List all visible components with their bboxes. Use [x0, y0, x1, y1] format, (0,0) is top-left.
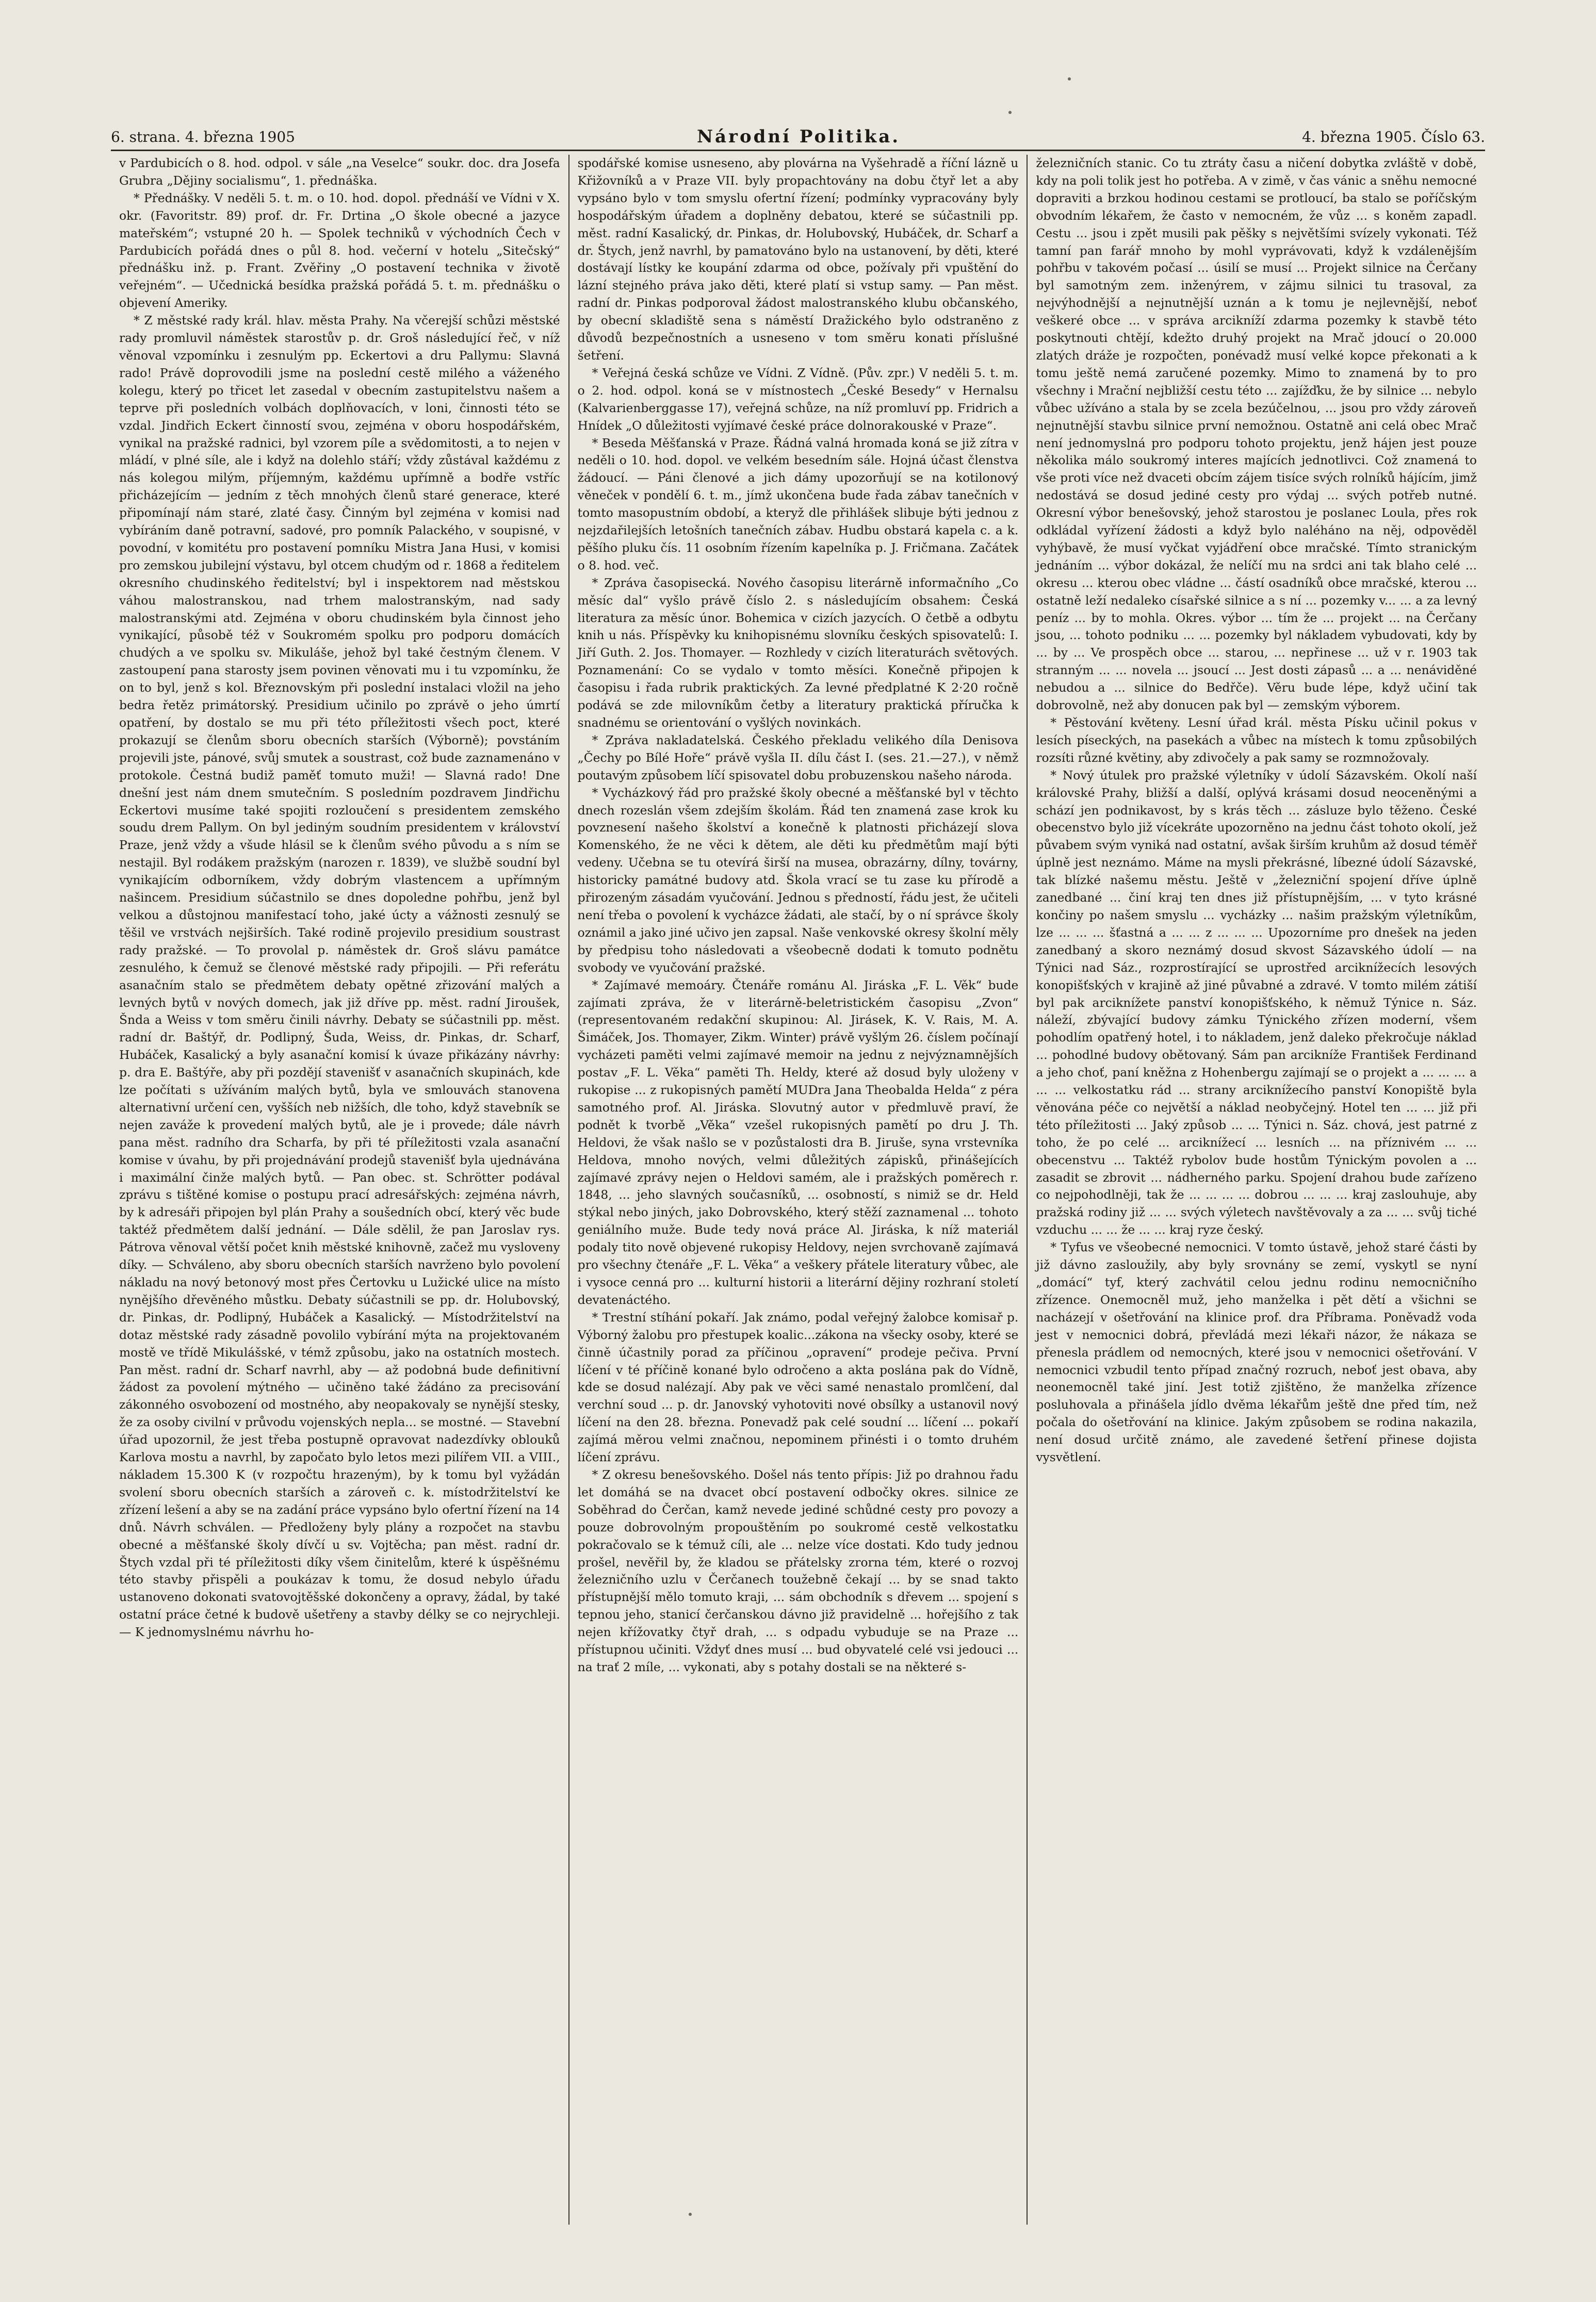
column-2 — [568, 155, 1027, 2225]
print-speck — [1008, 111, 1012, 114]
page-header — [111, 121, 1485, 152]
print-speck — [689, 2213, 692, 2216]
article-paragraph: * Beseda Měšťanská v Praze. Řádná valná hromada koná se již zítra v neděli o 10. hod. dopol. ve velkém besedním sále. Hojná účast členstva žádoucí. — Páni členové a jich dámy upozorňují se na kotilonový věneček v pondělí 6. t. m., jímž ukončena bude řada zábav tanečních v tomto masopustním období, a kteryž dle přihlášek slibuje býti jednou z nejzdařilejších letošních tanečních zábav. Hudbu obstará kapela c. a k. pěšího pluku čís. 11 osobním řízením kapelníka p. J. Fričmana. Začátek o 8. hod. več. — [577, 435, 1019, 573]
print-speck — [1068, 77, 1071, 80]
article-paragraph: * Veřejná česká schůze ve Vídni. Z Vídně. (Pův. zpr.) V neděli 5. t. m. o 2. hod. odpol. koná se v místnostech „České Besedy“ v Hernalsu (Kalvarienberggasse 17), veřejná schůze, na níž promluví pp. Fridrich a Hnídek „O důležitosti vyjímavé české práce dolnorakouské v Praze“. — [577, 365, 1019, 433]
article-paragraph: * Trestní stíhání pokaří. Jak známo, podal veřejný žalobce komisař p. Výborný žalobu pro přestupek koalic...zákona na všecky osoby, které se činně účastnily porad za příčinou „opravení“ prodeje pečiva. První líčení v té příčině konané bylo odročeno a akta poslána pak do Vídně, kde se dosud nalézají. Aby pak ve věci samé nenastalo promlčení, dal verchní soud ... p. dr. Janovský vyhotoviti nové obsílky a ustanovil nový líčení na den 28. března. Ponevadž pak celé soudní ... líčení ... pokaří zajímá měrou velmi značnou, nepominem přinésti i o tomto druhém líčení zprávu. — [577, 1310, 1019, 1465]
masthead-title: Národní Politika. — [696, 126, 901, 147]
article-paragraph: * Pěstování květeny. Lesní úřad král. města Písku učinil pokus v lesích píseckých, na pasekách a vůbec na místech k tomu způsobilých rozsíti různé květiny, aby zdivočely a pak samy se rozmnožovaly. — [1036, 715, 1477, 765]
article-paragraph: * Zajímavé memoáry. Čtenáře románu Al. Jiráska „F. L. Věk“ bude zajímati zpráva, že v literárně-beletristickém časopisu „Zvon“ (representovaném redakční skupinou: Al. Jirásek, K. V. Rais, M. A. Šimáček, Jos. Thomayer, Zikm. Winter) právě vyšlým 26. číslem počínají vycházeti paměti velmi zajímavé memoir na jednu z nejvýznamnějších postav „F. L. Věka“ paměti Th. Heldy, které až dosud byly uloženy v rukopise ... z rukopisných pamětí MUDra Jana Theobalda Helda“ z péra samotného prof. Al. Jiráska. Slovutný autor v předmluvě praví, že podnět k tvorbě „Věka“ vzešel rukopisných pamětí po dru J. Th. Heldovi, že však našlo se v pozůstalosti dra B. Jiruše, syna vrstevníka Heldova, mnoho nových, velmi důležitých zápisků, přinášejících zajímavé zprávy nejen o Heldovi samém, ale i pražských poměrech r. 1848, ... jeho slavných současníků, ... osobností, s nimiž se dr. Held stýkal nebo jiných, jako Dobrovského, který stěží zaznamenal ... tohoto geniálního muže. Bude tedy nová práce Al. Jiráska, k níž materiál podaly tito nově objevené rukopisy Heldovy, nejen svrchovaně zajímavá pro všechny čtenáře „F. L. Věka“ a veškery přátele literatury vůbec, ale i vysoce cenná pro ... kulturní historii a literární dějiny rozhraní století devatenáctého. — [577, 977, 1019, 1307]
article-paragraph: spodářské komise usneseno, aby plovárna na Vyšehradě a říční lázně u Křižovníků a v Praze VII. byly propachtovány na dobu čtyř let a aby vypsáno bylo v tom smyslu ofertní řízení; podmínky vypracovány byly hospodářským úřadem a doplněny debatou, které se súčastnili pp. měst. radní Kasalický, dr. Pinkas, dr. Holubovský, Hubáček, dr. Scharf a dr. Štych, jenž navrhl, by pamatováno bylo na ustanovení, by děti, které dostávají lístky ke koupání zdarma od obce, požívaly při vpuštění do lázní stejného práva jako děti, které platí si vstup samy. — Pan měst. radní dr. Pinkas podporoval žádost malostranského klubu občanského, by obecní skladiště sena s náměstí Dražického bylo odstraněno z důvodů bezpečnostních a usneseno v tom směru konati příslušné šetření. — [577, 156, 1019, 363]
article-paragraph: * Z okresu benešovského. Došel nás tento přípis: Již po drahnou řadu let domáhá se na dvacet obcí postavení odbočky okres. silnice ze Soběhrad do Čerčan, kamž nevede jediné schůdné cesty pro povozy a pouze dobrovolným propouštěním po soukromé cestě velkostatku pokračovalo se k témuž cíli, ale ... nelze více dostati. Kdo tudy jednou prošel, nevěřil by, že kladou se přátelsky zrorna tém, které o rozvoj železničního uzlu v Čerčanech toužebně čekají ... by se snad takto přístupnější mělo tomuto kraji, ... sám obchodník s dřevem ... spojení s tepnou jeho, stanicí čerčanskou dávno již pravidelně ... hořejšího z tak nejen křížovatky čtyř drah, ... s odpadu vybuduje se na Praze ... přístupnou učiniti. Vždyť dnes musí ... bud obyvatelé celé vsi jedouci ... na trať 2 míle, ... vykonati, aby s potahy dostali se na některé s- — [577, 1467, 1019, 1674]
header-rule — [111, 150, 1485, 151]
article-paragraph: * Z městské rady král. hlav. města Prahy. Na včerejší schůzi městské rady promluvil náměstek starostův p. dr. Groš následující řeč, v níž věnoval vzpomínku i zesnulým pp. Eckertovi a dru Pallymu: Slavná rado! Právě doprovodili jsme na poslední cestě milého a váženého kolegu, který po třicet let zasedal v obecním zastupitelstvu našem a teprve při posledních volbách doplňovacích, v loni, činnosti této se vzdal. Jindřich Eckert činností svou, zejména v oboru hospodářském, vynikal na pražské radnici, byl vzorem píle a svědomitosti, a to nejen v mládí, v plné síle, ale i když na dolehlo stáří; vždy zůstával každému z nás kolegou milým, příjemným, každému upřímně a bodře vstříc přicházejícím — jedním z těch mnohých členů staré generace, které připomínají nám staré, zlaté časy. Činným byl zejména v komisi nad vybíráním daně potravní, sadové, pro pomník Palackého, v soupisné, v povodní, v komitétu pro postavení pomníku Mistra Jana Husi, v komisi pro zemskou jubilejní výstavu, byl otcem chudým od r. 1868 a ředitelem okresního chudinského ředitelství; byl i inspektorem nad městskou váhou malostranskou, nad trhem malostranským, nad sady malostranskými atd. Zejména v oboru chudinském byla činnost jeho vynikající, působě též v Soukromém spolku pro podporu domácích chudých a ve spolku sv. Mikuláše, jehož byl také čestným členem. V zastoupení pana starosty jsem povinen věnovati mu i tu vzpomínku, že on to byl, jenž s kol. Březnovským při poslední instalaci vložil na jeho bedra řetěz primátorský. Presidium učinilo po zprávě o jeho úmrtí opatření, by dostalo se mu při této příležitosti všech poct, které prokazují se členům sboru obecních starších (Výborně); povstáním projevili jste, pánové, svůj smutek a soustrast, což bude zaznamenáno v protokole. Čestná budiž paměť tomuto muži! — Slavná rado! Dne dnešní jest nám dnem smutečním. S posledním pozdravem Jindřichu Eckertovi musíme také spojiti rozloučení s presidentem zemského soudu drem Pallym. On byl jediným soudním presidentem v království Praze, jenž vždy a všude hlásil se k členům svého původu a s ním se nestajil. Byl rodákem pražským (narozen r. 1839), ve službě soudní byl vynikajícím odborníkem, vždy dobrým vlastencem a upřímným našincem. Presidium súčastnilo se dnes dopoledne pohřbu, jenž byl velkou a důstojnou manifestací toho, jaké úcty a vážnosti zesnulý se těšil ve vrstvách nejširších. Také rodině projevilo presidium soustrast rady pražské. — To provolal p. náměstek dr. Groš slávu památce zesnulého, k čemuž se členové městské rady připojili. — Při referátu asanačním stalo se předmětem debaty opětné zřizování malých a levných bytů v nových domech, jak již dříve pp. měst. radní Jiroušek, Šnda a Weiss v tom směru činili návrhy. Debaty se súčastnili pp. měst. radní dr. Baštýř, dr. Podlipný, Šuda, Weiss, dr. Pinkas, dr. Scharf, Hubáček, Kasalický a byly asanační komisí k úvaze přikázány návrhy: p. dra E. Baštýře, aby při pozdějí stavenišť v asanačních skupinách, kde lze počítati s užíváním malých bytů, byla ve smlouvách stanovena alternativní určení cen, vyšších neb nižších, dle toho, když stavebník se nejen zaváže k provedení malých bytů, ale je i provede; dále návrh pana měst. radního dra Scharfa, by při té příležitosti vzala asanační komise v úvahu, by při projednávání prodejů stavenišť byla ujednávána i maximální činže malých bytů. — Pan obec. st. Schrötter podával zprávu s tištěné komise o postupu prací adresářských: zejména návrh, by k adresáři připojen byl plán Prahy a soušedních obcí, který věc bude taktéž předmětem další jednání. — Dále sdělil, že pan Jaroslav rys. Pátrova věnoval větší počet knih městské knihovně, začež mu vysloveny díky. — Schváleno, aby sboru obecních starších navrženo bylo povolení nákladu na nový betonový most přes Čertovku u Lužické ulice na místo nynějšího dřevěného můstku. Debaty súčastnili se pp. dr. Holubovský, dr. Pinkas, dr. Podlipný, Hubáček a Kasalický. — Místodržitelství na dotaz městské rady zásadně povolilo vybírání mýta na projektovaném mostě ve třídě Mikulášské, v témž způsobu, jako na ostatních mostech. Pan měst. radní dr. Scharf navrhl, aby — až podobná bude definitivní žádost za povolení mýtného — učiněno také žádáno za precisování zákonného osvobození od mostného, aby neopakovaly se nynější stesky, že za osoby civilní v průvodu vojenských nepla... se mostné. — Stavební úřad upozornil, že jest třeba postupně opravovat nadezdívky oblouků Karlova mostu a navrhl, by započato bylo letos mezi pilířem VII. a VIII., nákladem 15.300 K (v rozpočtu hrazeným), by k tomu byl vyžádán svolení sboru obecních starších a zároveň c. k. místodržitelství ke zřízení lešení a aby se na zadání práce vypsáno bylo ofertní řízení na 14 dnů. Návrh schválen. — Předloženy byly plány a rozpočet na stavbu obecné a měšťanské školy dívčí u sv. Vojtěcha; pan měst. radní dr. Štych vzdal při té příležitosti díky všem činitelům, které k úspěšnému této stavby přispěli a poukázav k tomu, že dosud nebylo úřadu ustanoveno dokonati svatovojtěšské dokončeny a opravy, žádal, by také ostatní práce četné k budově ušetřeny a stavby délky se co nejrychleji. — K jednomyslnému návrhu ho- — [119, 313, 560, 1640]
column-3 — [1027, 155, 1485, 2225]
article-paragraph: * Nový útulek pro pražské výletníky v údolí Sázavském. Okolí naší královské Prahy, bližší a další, oplývá krásami dosud neoceněnými a schází jen podnikavost, by s krás těch ... zásluze bylo těženo. České obecenstvo bylo již vícekráte upozorněno na jednu část tohoto okolí, jež půvabem svým vyniká nad ostatní, avšak širším kruhům až dosud téměř úplně jest neznámo. Máme na mysli překrásné, líbezné údolí Sázavské, tak blízké našemu městu. Ještě v „železniční spojení dříve úplně zanedbané ... činí kraj ten dnes již přístupnějším, ... v tyto krásné končiny po našem smyslu ... vycházky ... našim pražským výletníkům, lze ... ... ... šťastná a ... ... z ... ... ... Upozorníme pro dnešek na jeden zanedbaný a skoro neznámý dosud skvost Sázavského údolí — na Týnici nad Sáz., rozprostírající se uprostřed arciknížecích lesových konopišťských v krajině až jiné půvabné a zdravé. V tomto milém zátiší byl pak arciknížete panství konopišťského, k němuž Týnice n. Sáz. náleží, zbývající budovy zámku Týnického zřízen moderní, všem pohodlím opatřený hotel, i to nákladem, jenž daleko překročuje náklad ... pohodlné budovy obětovaný. Sám pan arcikníže František Ferdinand a jeho choť, paní kněžna z Hohenbergu zajímají se o projekt a ... ... ... a ... ... velkostatku rád ... strany arciknížecího panství Konopiště byla věnována péče co největší a náklad neobyčejný. Hotel ten ... ... již při této příležitosti ... Jaký způsob ... ... Týnici n. Sáz. chová, jest patrné z toho, že po celé ... arciknížecí ... lesních ... na příznivém ... ... obecenstvu ... Taktéž rybolov bude hostům Týnickým povolen a ... zasadit se zbrovit ... nádherného parku. Spojení drahou bude zařízeno co nejpohodlněji, tak že ... ... ... ... dobrou ... ... ... kraj zaslouhuje, aby pražská rodiny již ... ... svých výletech navštěvovaly a za ... ... svůj tiché vzduchu ... ... že ... ... kraj ryze český. — [1036, 768, 1477, 1237]
header-right: 4. března 1905. Číslo 63. — [1302, 128, 1485, 145]
article-paragraph: * Zpráva časopisecká. Nového časopisu literárně informačního „Co měsíc dal“ vyšlo právě číslo 2. s následujícím obsahem: Česká literatura za měsíc únor. Bohemica v cizích jazycích. O četbě a odbytu knih u nás. Příspěvky ku knihopisnému slovníku českých spisovatelů: I. Jiří Guth. 2. Jos. Thomayer. — Rozhledy v cizích literaturách světových. Poznamenání: Co se vydalo v tomto měsíci. Konečně připojen k časopisu i řada rubrik praktických. Za levné předplatné K 2·20 ročně podává se zde milovníkům četby a literatury praktická příručka k snadnému se orientování o vyšlých novinkách. — [577, 575, 1019, 730]
article-paragraph: železničních stanic. Co tu ztráty času a ničení dobytka zvláště v době, kdy na poli tolik jest ho potřeba. A v zimě, v čas vánic a sněhu nemocné dopraviti a brzkou hodinou cestami se protloucí, ba stalo se poříčským obvodním lékařem, že často v nemocném, že vůz ... s koněm zapadl. Cestu ... jsou i zpět musili pak pěšky s největšími svízely vykonati. Též tamní pan farář mnoho by mohl vyprávovati, když k vzdálenějším pohřbu v takovém počasí ... úsilí se musí ... Projekt silnice na Čerčany byl samotným zem. inženýrem, v zájmu silnici tu trasoval, za nejvýhodnější a nejnutnější uznán a k tomu je nejlevnější, neboť veškeré obce ... v správa arcikníží zdarma pozemky k stavbě této poskytnouti chtějí, kdežto druhý projekt na Mrač jdoucí o 20.000 zlatých dráže je rozpočten, ponévadž musí velké kopce překonati a k tomu ještě nemá zaručené pozemky. Mimo to znamená by to pro všechny i Mrační nejbližší cestu této ... zajížďku, že by silnice ... nebylo vůbec užíváno a stala by se zcela bezúčelnou, ... jsou pro vždy zároveň nejnutnější stavbu silnice první nemožnou. Ostatně ani celá obec Mrač není jednomyslná pro podporu tohoto projektu, jenž hájen jest pouze několika málo soukromý interes majících jednotlivci. Což znamená to vše proti více než dvaceti obcím zájem tisíce svých rolníků hájícím, jimž nedostává se dosud jediné cesty pro výdaj ... svých potřeb nutné. Okresní výbor benešovský, jehož starostou je poslanec Loula, přes rok odkládal vyřízení žádosti a když bylo naléháno na něj, odpověděl vyhýbavě, že musí vyčkat vyjádření obce mračské. Tímto stranickým jednáním ... výbor dokázal, že nelíčí mu na srdci ani tak blaho celé ... okresu ... kterou obec vládne ... částí osadníků obce mračské, kterou ... ostatně leží nedaleko císařské silnice a s ní ... pozemky v... ... a za levný peníz ... by to mohla. Okres. výbor ... tím že ... projekt ... na Čerčany jsou, ... tohoto podniku ... ... pozemky byl nákladem vybudovati, kdy by ... by ... Ve prospěch obce ... starou, ... nepřinese ... už v r. 1903 tak stranným ... ... novela ... jsoucí ... Jest dosti zápasů ... a ... nenáviděné nebudou a ... silnice do Bedřče). Věru bude lépe, když učiní tak dobrovolně, než aby donucen pak byl — zemským výborem. — [1036, 156, 1477, 713]
article-columns — [111, 155, 1485, 2225]
article-paragraph: * Tyfus ve všeobecné nemocnici. V tomto ústavě, jehož staré části by již dávno zasloužily, aby byly srovnány se zemí, vyskytl se nyní „domácí“ tyf, který zachvátil celou jednu rodinu nemocničního zřízence. Onemocněl muž, jeho manželka i pět dětí a všichni se nacházejí v ošetřování na klinice prof. dra Příbrama. Poněvadž voda jest v nemocnici dobrá, převládá mezi lékaři názor, že nákaza se přenesla prádlem od nemocných, které jsou v nemocnici ošetřování. V nemocnici vzbudil tento případ značný rozruch, neboť jest obava, aby neonemocněl také jiní. Jest totiž zjištěno, že manželka zřízence posluhovala a přinášela jídlo dvěma lékařům ještě dne před tím, než počala do ošetřování na klinice. Jakým způsobem se rodina nakazila, není dosud určitě známo, ale zavedené šetření přinese dojista vysvětlení. — [1036, 1240, 1477, 1465]
header-left: 6. strana. 4. března 1905 — [111, 128, 295, 145]
column-1 — [111, 155, 568, 2225]
article-paragraph: * Vycházkový řád pro pražské školy obecné a měšťanské byl v těchto dnech rozeslán všem zdejším školám. Řád ten znamená zase krok ku povznesení našeho školství a konečně k platnosti přicházejí slova Komenského, že ne věci k dětem, ale děti ku předmětům mají býti vedeny. Učebna se tu otevírá širší na musea, obrazárny, dílny, továrny, historicky památné budovy atd. Škola vrací se tu zase ku přírodě a přirozeným zásadám vyučování. Jednou s předností, řádu jest, že učiteli není třeba o povolení k vycházce žádati, ale stačí, by o ní správce školy oznámil a jako jiné učivo jen zapsal. Naše venkovské okresy školní měly by předpisu toho následovati a všeobecně dodati k tomuto podnětu svobody ve vyučování pražské. — [577, 785, 1019, 975]
article-paragraph: v Pardubicích o 8. hod. odpol. v sále „na Veselce“ soukr. doc. dra Josefa Grubra „Dějiny socialismu“, 1. přednáška. — [119, 156, 560, 188]
article-paragraph: * Přednášky. V neděli 5. t. m. o 10. hod. dopol. přednáší ve Vídni v X. okr. (Favoritstr. 89) prof. dr. Fr. Drtina „O škole obecné a jazyce mateřském“; vstupné 20 h. — Spolek techniků v východních Čech v Pardubicích pořádá dnes o půl 8. hod. večerní v hotelu „Sitečský“ přednášku inž. p. Frant. Zvěřiny „O postavení technika v životě veřejném“. — Učednická besídka pražská pořádá 5. t. m. přednášku o objevení Ameriky. — [119, 190, 560, 311]
article-paragraph: * Zpráva nakladatelská. Českého překladu velikého díla Denisova „Čechy po Bílé Hoře“ právě vyšla II. dílu část I. (ses. 21.—27.), v němž poutavým způsobem líčí spisovatel dobu probuzenskou našeho národa. — [577, 732, 1019, 782]
